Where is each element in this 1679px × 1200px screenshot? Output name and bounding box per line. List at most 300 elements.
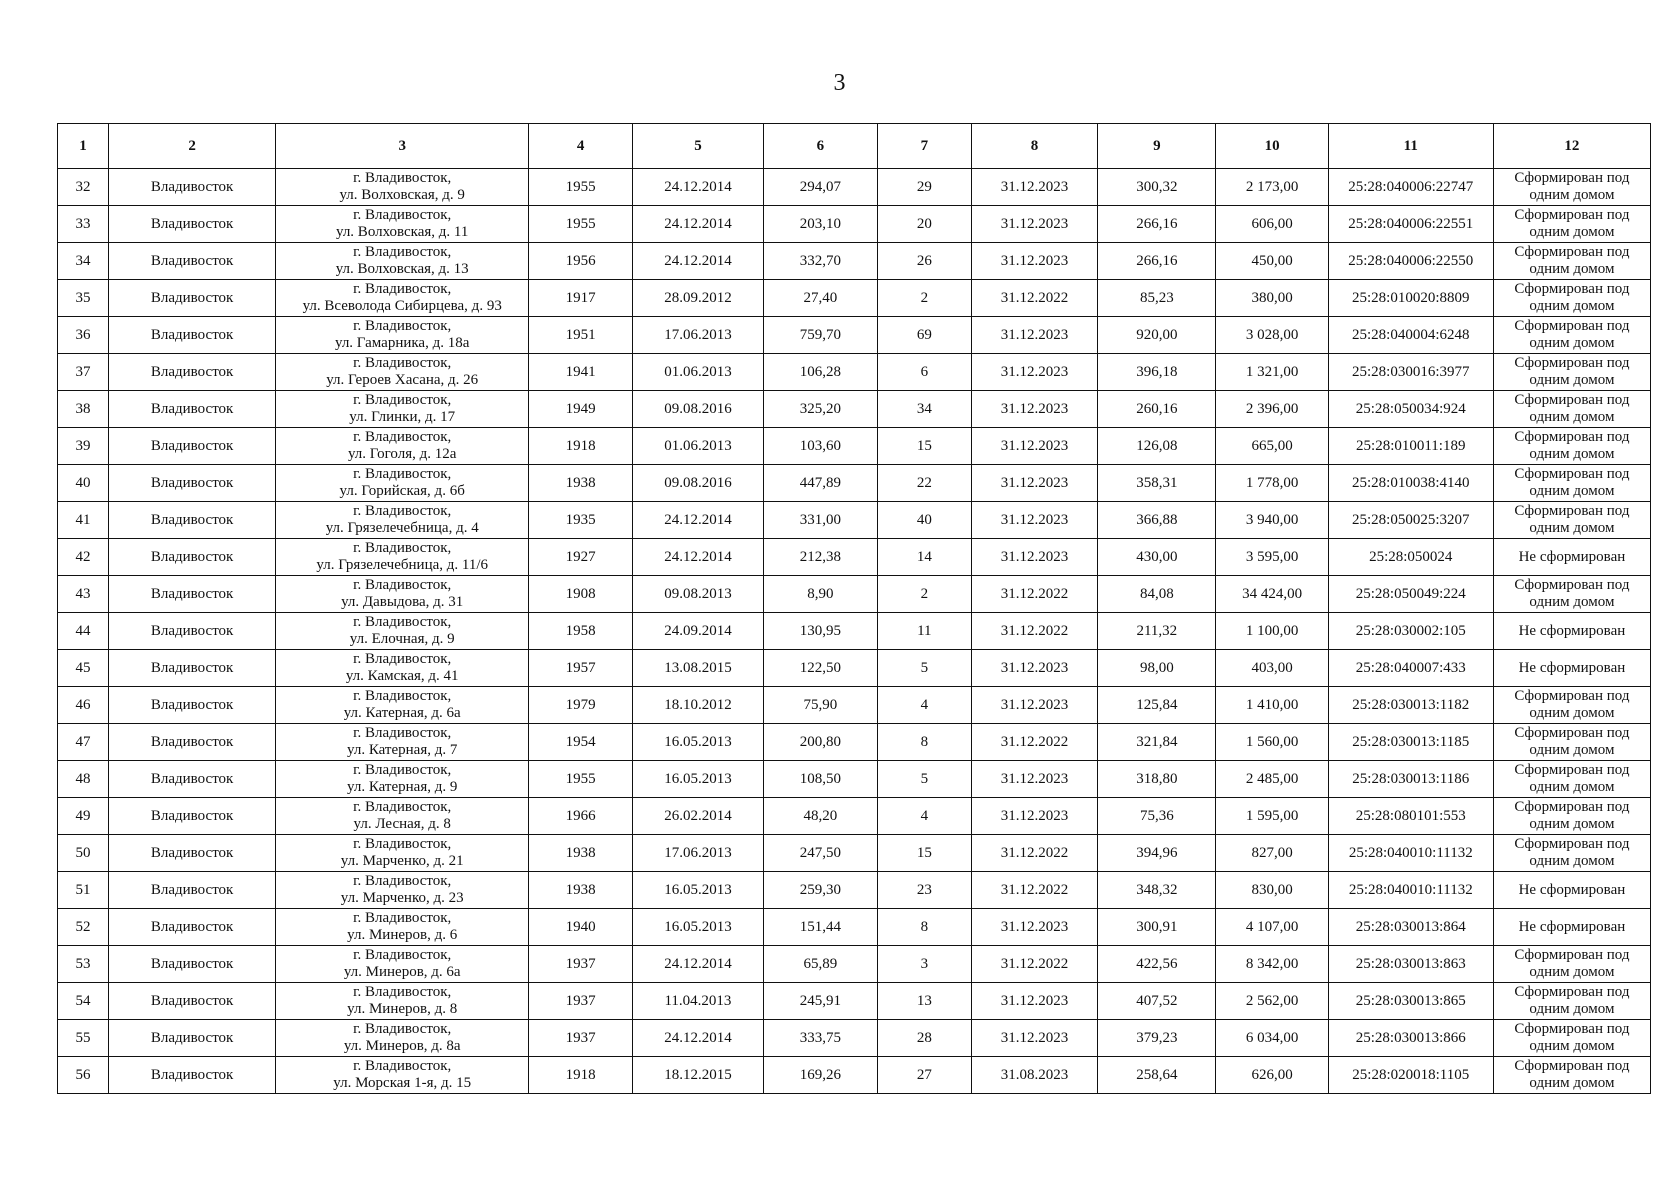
value-10-cell: 450,00 xyxy=(1216,243,1328,280)
due-date-cell: 31.12.2023 xyxy=(971,798,1097,835)
row-number-cell: 51 xyxy=(58,872,109,909)
address-cell xyxy=(276,465,529,502)
cadastral-number-cell: 25:28:050034:924 xyxy=(1328,391,1493,428)
area-cell: 212,38 xyxy=(763,539,877,576)
address-street-line: ул. Минеров, д. 8 xyxy=(347,1001,458,1017)
address-street-line: ул. Волховская, д. 9 xyxy=(339,187,465,203)
value-9-cell: 348,32 xyxy=(1098,872,1216,909)
page-number: 3 xyxy=(833,70,846,96)
address-cell xyxy=(276,317,529,354)
land-status-cell xyxy=(1493,687,1650,724)
value-9-cell: 422,56 xyxy=(1098,946,1216,983)
city-cell: Владивосток xyxy=(108,391,275,428)
address-street-line: ул. Марченко, д. 21 xyxy=(340,853,464,869)
value-9-cell: 126,08 xyxy=(1098,428,1216,465)
table-body xyxy=(58,169,1651,1094)
date-cell: 01.06.2013 xyxy=(633,354,764,391)
date-cell: 24.12.2014 xyxy=(633,502,764,539)
table-row xyxy=(58,428,1651,465)
value-9-cell: 396,18 xyxy=(1098,354,1216,391)
city-cell: Владивосток xyxy=(108,687,275,724)
address-cell xyxy=(276,576,529,613)
table-row xyxy=(58,798,1651,835)
count-cell: 14 xyxy=(877,539,971,576)
cadastral-number-cell: 25:28:080101:553 xyxy=(1328,798,1493,835)
address-street-line: ул. Минеров, д. 6 xyxy=(347,927,458,943)
build-year-cell: 1941 xyxy=(529,354,633,391)
table-row xyxy=(58,835,1651,872)
date-cell: 24.12.2014 xyxy=(633,243,764,280)
value-10-cell: 830,00 xyxy=(1216,872,1328,909)
status-line-2: одним домом xyxy=(1529,409,1615,425)
status-line-2: одним домом xyxy=(1529,187,1615,203)
date-cell: 13.08.2015 xyxy=(633,650,764,687)
address-city-line: г. Владивосток, xyxy=(353,873,452,889)
table-row xyxy=(58,983,1651,1020)
date-cell: 16.05.2013 xyxy=(633,872,764,909)
column-header: 7 xyxy=(877,124,971,169)
address-city-line: г. Владивосток, xyxy=(353,614,452,630)
cadastral-number-cell: 25:28:030013:1182 xyxy=(1328,687,1493,724)
value-10-cell: 2 396,00 xyxy=(1216,391,1328,428)
row-number-cell: 50 xyxy=(58,835,109,872)
build-year-cell: 1949 xyxy=(529,391,633,428)
land-status-cell xyxy=(1493,243,1650,280)
land-status-cell xyxy=(1493,539,1650,576)
city-cell: Владивосток xyxy=(108,724,275,761)
status-line-2: одним домом xyxy=(1529,816,1615,832)
housing-registry-table xyxy=(57,123,1651,1094)
cadastral-number-cell: 25:28:040010:11132 xyxy=(1328,872,1493,909)
address-city-line: г. Владивосток, xyxy=(353,984,452,1000)
count-cell: 34 xyxy=(877,391,971,428)
date-cell: 16.05.2013 xyxy=(633,909,764,946)
area-cell: 294,07 xyxy=(763,169,877,206)
address-street-line: ул. Камская, д. 41 xyxy=(345,668,459,684)
value-9-cell: 266,16 xyxy=(1098,243,1216,280)
address-city-line: г. Владивосток, xyxy=(353,244,452,260)
build-year-cell: 1966 xyxy=(529,798,633,835)
table-row xyxy=(58,576,1651,613)
date-cell: 26.02.2014 xyxy=(633,798,764,835)
value-9-cell: 75,36 xyxy=(1098,798,1216,835)
cadastral-number-cell: 25:28:030013:864 xyxy=(1328,909,1493,946)
column-header: 3 xyxy=(276,124,529,169)
address-cell xyxy=(276,909,529,946)
column-header: 8 xyxy=(971,124,1097,169)
status-line-1: Сформирован под xyxy=(1514,170,1630,186)
date-cell: 09.08.2016 xyxy=(633,465,764,502)
area-cell: 333,75 xyxy=(763,1020,877,1057)
city-cell: Владивосток xyxy=(108,983,275,1020)
count-cell: 15 xyxy=(877,835,971,872)
row-number-cell: 49 xyxy=(58,798,109,835)
status-line-1: Сформирован под xyxy=(1514,392,1630,408)
value-10-cell: 3 940,00 xyxy=(1216,502,1328,539)
date-cell: 17.06.2013 xyxy=(633,317,764,354)
count-cell: 29 xyxy=(877,169,971,206)
address-city-line: г. Владивосток, xyxy=(353,355,452,371)
address-city-line: г. Владивосток, xyxy=(353,910,452,926)
status-line-2: одним домом xyxy=(1529,372,1615,388)
value-10-cell: 1 595,00 xyxy=(1216,798,1328,835)
count-cell: 22 xyxy=(877,465,971,502)
address-cell xyxy=(276,502,529,539)
count-cell: 5 xyxy=(877,650,971,687)
land-status-cell xyxy=(1493,983,1650,1020)
value-9-cell: 379,23 xyxy=(1098,1020,1216,1057)
status-line-1: Сформирован под xyxy=(1514,1021,1630,1037)
land-status-cell xyxy=(1493,391,1650,428)
city-cell: Владивосток xyxy=(108,1020,275,1057)
cadastral-number-cell: 25:28:030016:3977 xyxy=(1328,354,1493,391)
date-cell: 24.12.2014 xyxy=(633,169,764,206)
value-10-cell: 1 560,00 xyxy=(1216,724,1328,761)
value-9-cell: 394,96 xyxy=(1098,835,1216,872)
build-year-cell: 1917 xyxy=(529,280,633,317)
address-street-line: ул. Героев Хасана, д. 26 xyxy=(326,372,479,388)
address-street-line: ул. Гамарника, д. 18а xyxy=(334,335,470,351)
due-date-cell: 31.12.2022 xyxy=(971,835,1097,872)
address-city-line: г. Владивосток, xyxy=(353,651,452,667)
land-status-cell xyxy=(1493,909,1650,946)
address-street-line: ул. Горийская, д. 6б xyxy=(339,483,465,499)
city-cell: Владивосток xyxy=(108,650,275,687)
count-cell: 69 xyxy=(877,317,971,354)
table-row xyxy=(58,650,1651,687)
value-9-cell: 430,00 xyxy=(1098,539,1216,576)
build-year-cell: 1957 xyxy=(529,650,633,687)
status-line-1: Не сформирован xyxy=(1518,622,1626,639)
status-line-2: одним домом xyxy=(1529,261,1615,277)
row-number-cell: 33 xyxy=(58,206,109,243)
build-year-cell: 1958 xyxy=(529,613,633,650)
address-city-line: г. Владивосток, xyxy=(353,540,452,556)
area-cell: 325,20 xyxy=(763,391,877,428)
count-cell: 11 xyxy=(877,613,971,650)
due-date-cell: 31.12.2023 xyxy=(971,650,1097,687)
address-cell xyxy=(276,280,529,317)
row-number-cell: 39 xyxy=(58,428,109,465)
count-cell: 2 xyxy=(877,576,971,613)
area-cell: 103,60 xyxy=(763,428,877,465)
address-city-line: г. Владивосток, xyxy=(353,392,452,408)
due-date-cell: 31.12.2023 xyxy=(971,687,1097,724)
date-cell: 16.05.2013 xyxy=(633,724,764,761)
row-number-cell: 36 xyxy=(58,317,109,354)
count-cell: 40 xyxy=(877,502,971,539)
address-street-line: ул. Давыдова, д. 31 xyxy=(341,594,464,610)
cadastral-number-cell: 25:28:030013:1185 xyxy=(1328,724,1493,761)
address-city-line: г. Владивосток, xyxy=(353,318,452,334)
value-9-cell: 258,64 xyxy=(1098,1057,1216,1094)
land-status-cell xyxy=(1493,280,1650,317)
value-10-cell: 403,00 xyxy=(1216,650,1328,687)
table-row xyxy=(58,946,1651,983)
city-cell: Владивосток xyxy=(108,206,275,243)
area-cell: 122,50 xyxy=(763,650,877,687)
column-header: 4 xyxy=(529,124,633,169)
date-cell: 24.12.2014 xyxy=(633,1020,764,1057)
cadastral-number-cell: 25:28:010038:4140 xyxy=(1328,465,1493,502)
row-number-cell: 56 xyxy=(58,1057,109,1094)
address-cell xyxy=(276,835,529,872)
status-line-1: Сформирован под xyxy=(1514,799,1630,815)
table-row xyxy=(58,909,1651,946)
value-10-cell: 665,00 xyxy=(1216,428,1328,465)
status-line-2: одним домом xyxy=(1529,520,1615,536)
status-line-1: Не сформирован xyxy=(1518,548,1626,565)
cadastral-number-cell: 25:28:040007:433 xyxy=(1328,650,1493,687)
count-cell: 5 xyxy=(877,761,971,798)
value-10-cell: 827,00 xyxy=(1216,835,1328,872)
build-year-cell: 1951 xyxy=(529,317,633,354)
cadastral-number-cell: 25:28:010011:189 xyxy=(1328,428,1493,465)
status-line-2: одним домом xyxy=(1529,446,1615,462)
land-status-cell xyxy=(1493,946,1650,983)
column-header: 10 xyxy=(1216,124,1328,169)
cadastral-number-cell: 25:28:010020:8809 xyxy=(1328,280,1493,317)
address-city-line: г. Владивосток, xyxy=(353,947,452,963)
date-cell: 16.05.2013 xyxy=(633,761,764,798)
value-9-cell: 211,32 xyxy=(1098,613,1216,650)
count-cell: 3 xyxy=(877,946,971,983)
status-line-2: одним домом xyxy=(1529,1001,1615,1017)
address-cell xyxy=(276,243,529,280)
cadastral-number-cell: 25:28:030002:105 xyxy=(1328,613,1493,650)
address-street-line: ул. Глинки, д. 17 xyxy=(349,409,456,425)
status-line-1: Сформирован под xyxy=(1514,244,1630,260)
status-line-1: Не сформирован xyxy=(1518,659,1626,676)
date-cell: 01.06.2013 xyxy=(633,428,764,465)
date-cell: 24.09.2014 xyxy=(633,613,764,650)
cadastral-number-cell: 25:28:030013:866 xyxy=(1328,1020,1493,1057)
address-city-line: г. Владивосток, xyxy=(353,281,452,297)
build-year-cell: 1954 xyxy=(529,724,633,761)
address-city-line: г. Владивосток, xyxy=(353,725,452,741)
count-cell: 6 xyxy=(877,354,971,391)
address-cell xyxy=(276,798,529,835)
status-line-1: Сформирован под xyxy=(1514,947,1630,963)
address-street-line: ул. Катерная, д. 6а xyxy=(343,705,461,721)
table-row xyxy=(58,1057,1651,1094)
address-cell xyxy=(276,1020,529,1057)
area-cell: 200,80 xyxy=(763,724,877,761)
value-10-cell: 1 100,00 xyxy=(1216,613,1328,650)
city-cell: Владивосток xyxy=(108,428,275,465)
value-10-cell: 1 778,00 xyxy=(1216,465,1328,502)
land-status-cell xyxy=(1493,650,1650,687)
build-year-cell: 1908 xyxy=(529,576,633,613)
cadastral-number-cell: 25:28:040006:22747 xyxy=(1328,169,1493,206)
land-status-cell xyxy=(1493,1057,1650,1094)
date-cell: 11.04.2013 xyxy=(633,983,764,1020)
status-line-1: Сформирован под xyxy=(1514,466,1630,482)
address-cell xyxy=(276,687,529,724)
address-city-line: г. Владивосток, xyxy=(353,429,452,445)
land-status-cell xyxy=(1493,428,1650,465)
address-street-line: ул. Морская 1-я, д. 15 xyxy=(333,1075,472,1091)
due-date-cell: 31.12.2023 xyxy=(971,983,1097,1020)
address-street-line: ул. Лесная, д. 8 xyxy=(353,816,451,832)
address-cell xyxy=(276,946,529,983)
due-date-cell: 31.12.2022 xyxy=(971,280,1097,317)
status-line-2: одним домом xyxy=(1529,964,1615,980)
value-9-cell: 920,00 xyxy=(1098,317,1216,354)
cadastral-number-cell: 25:28:030013:865 xyxy=(1328,983,1493,1020)
city-cell: Владивосток xyxy=(108,835,275,872)
row-number-cell: 55 xyxy=(58,1020,109,1057)
address-city-line: г. Владивосток, xyxy=(353,762,452,778)
due-date-cell: 31.12.2022 xyxy=(971,576,1097,613)
due-date-cell: 31.08.2023 xyxy=(971,1057,1097,1094)
row-number-cell: 48 xyxy=(58,761,109,798)
city-cell: Владивосток xyxy=(108,169,275,206)
land-status-cell xyxy=(1493,724,1650,761)
build-year-cell: 1927 xyxy=(529,539,633,576)
build-year-cell: 1955 xyxy=(529,761,633,798)
address-street-line: ул. Гоголя, д. 12а xyxy=(347,446,457,462)
count-cell: 27 xyxy=(877,1057,971,1094)
address-street-line: ул. Всеволода Сибирцева, д. 93 xyxy=(302,298,502,314)
area-cell: 130,95 xyxy=(763,613,877,650)
land-status-cell xyxy=(1493,502,1650,539)
build-year-cell: 1938 xyxy=(529,835,633,872)
row-number-cell: 34 xyxy=(58,243,109,280)
due-date-cell: 31.12.2023 xyxy=(971,317,1097,354)
land-status-cell xyxy=(1493,576,1650,613)
value-10-cell: 606,00 xyxy=(1216,206,1328,243)
status-line-1: Сформирован под xyxy=(1514,577,1630,593)
address-cell xyxy=(276,539,529,576)
row-number-cell: 41 xyxy=(58,502,109,539)
value-10-cell: 8 342,00 xyxy=(1216,946,1328,983)
cadastral-number-cell: 25:28:050049:224 xyxy=(1328,576,1493,613)
row-number-cell: 54 xyxy=(58,983,109,1020)
address-cell xyxy=(276,1057,529,1094)
area-cell: 245,91 xyxy=(763,983,877,1020)
value-10-cell: 1 410,00 xyxy=(1216,687,1328,724)
count-cell: 8 xyxy=(877,909,971,946)
address-street-line: ул. Елочная, д. 9 xyxy=(349,631,455,647)
row-number-cell: 45 xyxy=(58,650,109,687)
city-cell: Владивосток xyxy=(108,539,275,576)
address-city-line: г. Владивосток, xyxy=(353,1021,452,1037)
table-row xyxy=(58,724,1651,761)
table-row xyxy=(58,502,1651,539)
count-cell: 15 xyxy=(877,428,971,465)
table-row xyxy=(58,354,1651,391)
city-cell: Владивосток xyxy=(108,798,275,835)
count-cell: 2 xyxy=(877,280,971,317)
value-10-cell: 626,00 xyxy=(1216,1057,1328,1094)
cadastral-number-cell: 25:28:030013:1186 xyxy=(1328,761,1493,798)
city-cell: Владивосток xyxy=(108,613,275,650)
build-year-cell: 1938 xyxy=(529,465,633,502)
date-cell: 24.12.2014 xyxy=(633,206,764,243)
address-cell xyxy=(276,206,529,243)
city-cell: Владивосток xyxy=(108,1057,275,1094)
status-line-1: Сформирован под xyxy=(1514,984,1630,1000)
table-row xyxy=(58,872,1651,909)
land-status-cell xyxy=(1493,798,1650,835)
land-status-cell xyxy=(1493,465,1650,502)
status-line-1: Не сформирован xyxy=(1518,881,1626,898)
row-number-cell: 37 xyxy=(58,354,109,391)
address-street-line: ул. Марченко, д. 23 xyxy=(340,890,464,906)
row-number-cell: 42 xyxy=(58,539,109,576)
column-header: 9 xyxy=(1098,124,1216,169)
value-9-cell: 84,08 xyxy=(1098,576,1216,613)
area-cell: 75,90 xyxy=(763,687,877,724)
table-row xyxy=(58,761,1651,798)
status-line-1: Сформирован под xyxy=(1514,429,1630,445)
city-cell: Владивосток xyxy=(108,465,275,502)
address-street-line: ул. Волховская, д. 11 xyxy=(335,224,469,240)
area-cell: 259,30 xyxy=(763,872,877,909)
city-cell: Владивосток xyxy=(108,502,275,539)
address-cell xyxy=(276,872,529,909)
cadastral-number-cell: 25:28:050024 xyxy=(1328,539,1493,576)
status-line-2: одним домом xyxy=(1529,705,1615,721)
status-line-2: одним домом xyxy=(1529,594,1615,610)
due-date-cell: 31.12.2023 xyxy=(971,1020,1097,1057)
area-cell: 48,20 xyxy=(763,798,877,835)
cadastral-number-cell: 25:28:050025:3207 xyxy=(1328,502,1493,539)
land-status-cell xyxy=(1493,354,1650,391)
due-date-cell: 31.12.2023 xyxy=(971,428,1097,465)
due-date-cell: 31.12.2022 xyxy=(971,946,1097,983)
due-date-cell: 31.12.2023 xyxy=(971,354,1097,391)
status-line-2: одним домом xyxy=(1529,335,1615,351)
land-status-cell xyxy=(1493,872,1650,909)
value-10-cell: 1 321,00 xyxy=(1216,354,1328,391)
table-row xyxy=(58,1020,1651,1057)
build-year-cell: 1940 xyxy=(529,909,633,946)
count-cell: 28 xyxy=(877,1020,971,1057)
value-10-cell: 2 173,00 xyxy=(1216,169,1328,206)
address-city-line: г. Владивосток, xyxy=(353,1058,452,1074)
table-row xyxy=(58,169,1651,206)
table-row xyxy=(58,280,1651,317)
address-street-line: ул. Волховская, д. 13 xyxy=(335,261,469,277)
column-header: 2 xyxy=(108,124,275,169)
row-number-cell: 35 xyxy=(58,280,109,317)
row-number-cell: 44 xyxy=(58,613,109,650)
date-cell: 28.09.2012 xyxy=(633,280,764,317)
address-cell xyxy=(276,983,529,1020)
value-10-cell: 2 485,00 xyxy=(1216,761,1328,798)
build-year-cell: 1937 xyxy=(529,1020,633,1057)
value-9-cell: 407,52 xyxy=(1098,983,1216,1020)
value-10-cell: 4 107,00 xyxy=(1216,909,1328,946)
land-status-cell xyxy=(1493,835,1650,872)
address-street-line: ул. Катерная, д. 7 xyxy=(347,742,458,758)
address-street-line: ул. Грязелечебница, д. 11/6 xyxy=(316,557,488,573)
status-line-1: Не сформирован xyxy=(1518,918,1626,935)
build-year-cell: 1955 xyxy=(529,206,633,243)
table-row xyxy=(58,465,1651,502)
due-date-cell: 31.12.2023 xyxy=(971,909,1097,946)
address-city-line: г. Владивосток, xyxy=(353,799,452,815)
due-date-cell: 31.12.2022 xyxy=(971,872,1097,909)
due-date-cell: 31.12.2023 xyxy=(971,169,1097,206)
address-city-line: г. Владивосток, xyxy=(353,170,452,186)
address-city-line: г. Владивосток, xyxy=(353,207,452,223)
status-line-2: одним домом xyxy=(1529,483,1615,499)
area-cell: 65,89 xyxy=(763,946,877,983)
build-year-cell: 1918 xyxy=(529,1057,633,1094)
